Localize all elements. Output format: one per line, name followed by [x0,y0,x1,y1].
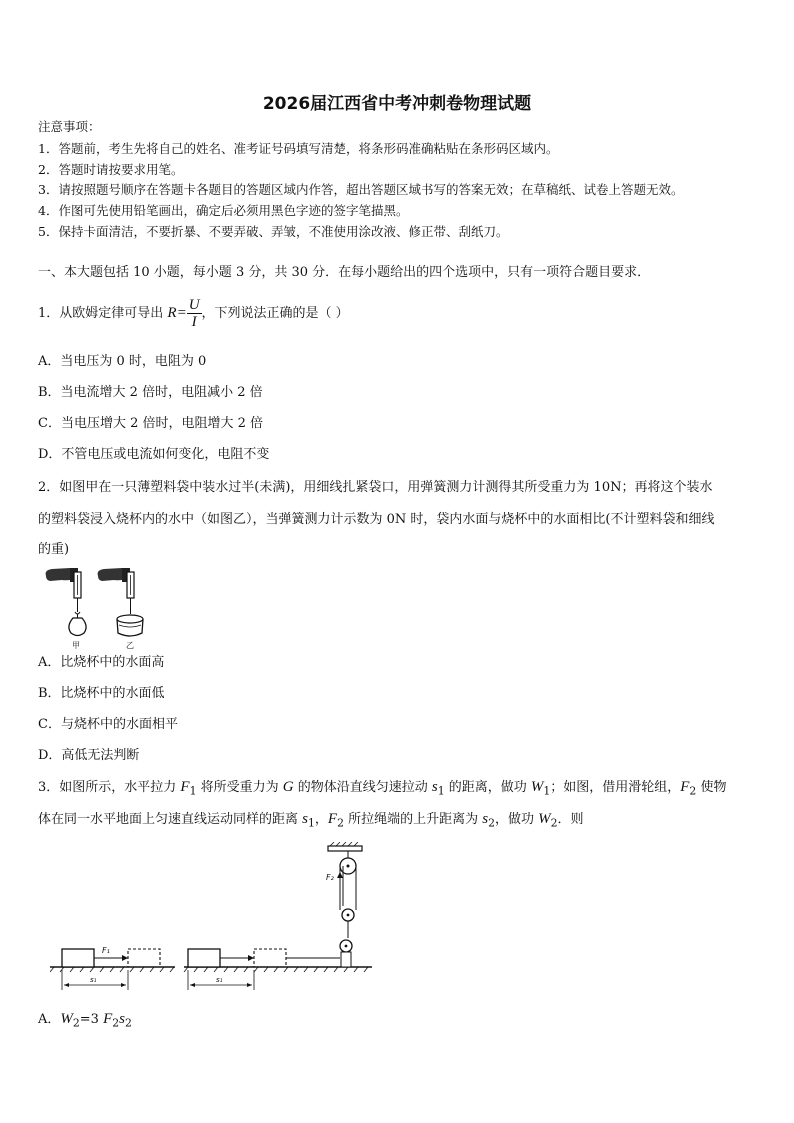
figure-label-jia: 甲 [72,641,80,650]
force-label-f2: F₂ [326,873,334,882]
notice-heading: 注意事项： [38,119,101,134]
notice-item-4: 4．作图可先使用铅笔画出，确定后必须用黑色字迹的签字笔描黑。 [38,203,409,218]
formula-numerator: U [188,297,200,313]
q1-option-c: C．当电压增大 2 倍时，电阻增大 2 倍 [38,416,264,431]
figure-label-yi: 乙 [126,641,134,650]
question-1-prefix: 1．从欧姆定律可导出 [38,306,168,321]
q1-option-a: A．当电压为 0 时，电阻为 0 [38,354,207,369]
block-dashed [128,949,160,967]
block [188,949,220,967]
water-bag [69,618,86,636]
distance-label-s1: s₁ [216,976,223,984]
exam-title: 2026届江西省中考冲刺卷物理试题 [262,94,532,114]
question-2-line-3: 的重) [38,542,70,557]
pulley-figure [50,842,380,994]
notice-item-3: 3．请按照题号顺序在答题卡各题目的答题区域内作答，超出答题区域书写的答案无效；在草稿纸、试卷上答题无效。 [38,182,684,197]
q2-option-b: B．比烧杯中的水面低 [38,686,165,701]
spring-scale-figure [40,562,152,650]
ceiling [328,846,362,851]
force-label-f1: F₁ [102,946,110,955]
question-2-line-1: 2．如图甲在一只薄塑料袋中装水过半(未满)，用细线扎紧袋口，用弹簧测力计测得其所受重力为 10N；再将这个装水 [38,480,713,495]
formula-denominator: I [191,314,197,330]
question-1 [38,297,349,330]
q1-option-d: D．不管电压或电流如何变化，电阻不变 [38,447,270,462]
question-3-line-1: 3．如图所示，水平拉力 $F_1$ 将所受重力为 G 的物体沿直线匀速拉动 $s_1$ 的距离，做功 $W_1$；如图，借用滑轮组，$F_2$ 使物 [38,779,727,798]
q2-option-a: A．比烧杯中的水面高 [38,655,165,670]
question-1-suffix: ，下列说法正确的是（ ） [201,306,349,321]
formula-lhs: R= [167,305,187,321]
block-dashed [254,949,286,967]
formula-fraction [187,297,202,330]
notice-item-5: 5．保持卡面清洁，不要折暴、不要弄破、弄皱，不准使用涂改液、修正带、刮纸刀。 [38,224,509,239]
notice-item-1: 1．答题前，考生先将自己的姓名、准考证号码填写清楚，将条形码准确粘贴在条形码区域内。 [38,141,559,156]
q3-option-a: A．$W_2=3$ $F_2s_2$ [38,1011,132,1030]
q1-option-b: B．当电流增大 2 倍时，电阻减小 2 倍 [38,385,263,400]
distance-label-s1: s₁ [90,976,97,984]
q2-option-c: C．与烧杯中的水面相平 [38,717,178,732]
block [62,949,94,967]
notice-item-2: 2．答题时请按要求用笔。 [38,162,184,177]
question-3-line-2: 体在同一水平地面上匀速直线运动同样的距离 $s_1$，$F_2$ 所拉绳端的上升距离为 $s_2$，做功 $W_2$．则 [38,811,584,830]
question-2-line-2: 的塑料袋浸入烧杯内的水中（如图乙），当弹簧测力计示数为 0N 时，袋内水面与烧杯中的水面相比(不计塑料袋和细线 [38,512,715,527]
section-heading: 一、本大题包括 10 小题，每小题 3 分，共 30 分．在每小题给出的四个选项中，只有一项符合题目要求． [38,265,651,280]
q2-option-d: D．高低无法判断 [38,748,140,763]
